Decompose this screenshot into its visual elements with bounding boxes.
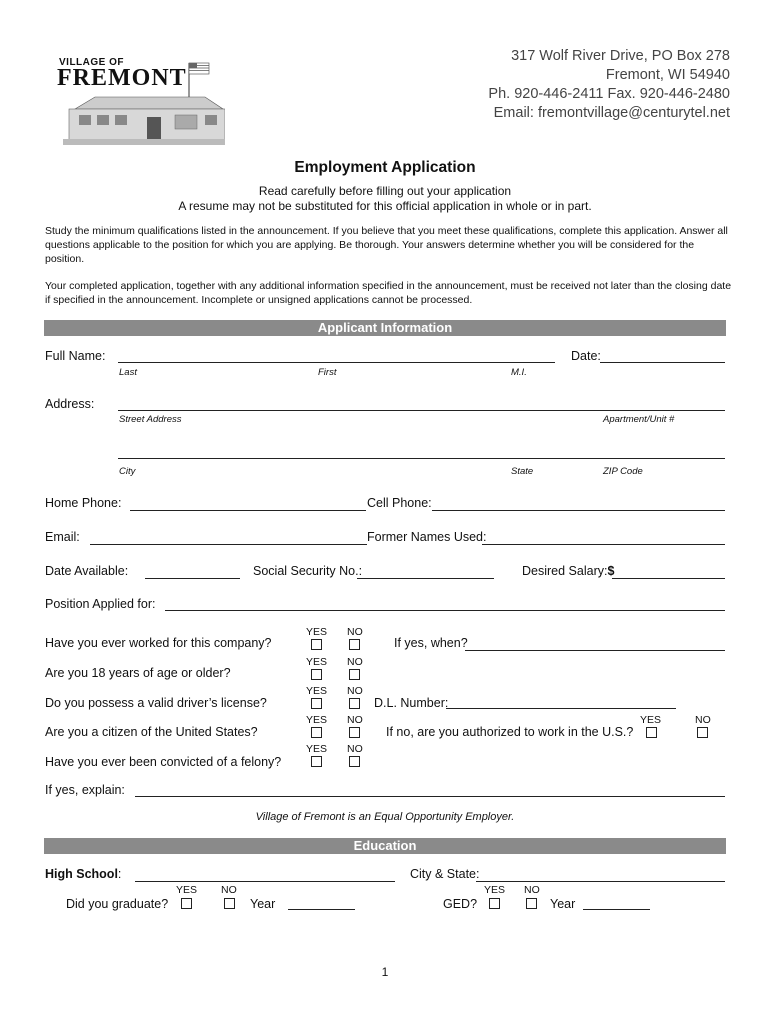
ged-year-label: Year xyxy=(550,897,576,911)
license-question: Do you possess a valid driver’s license? xyxy=(45,696,267,710)
license-no-label: NO xyxy=(347,685,363,697)
graduate-year-label: Year xyxy=(250,897,276,911)
subtitle-2: A resume may not be substituted for this official application in whole or in part. xyxy=(178,199,592,213)
full-name-field[interactable] xyxy=(118,362,555,363)
logo-line1: VILLAGE OF xyxy=(59,57,124,68)
citizen-no-label: NO xyxy=(347,714,363,726)
mi-caption: M.I. xyxy=(511,367,527,378)
authorized-yes-checkbox[interactable] xyxy=(646,727,657,738)
education-heading: Education xyxy=(44,838,726,854)
village-hall-illustration xyxy=(55,55,225,165)
age-question: Are you 18 years of age or older? xyxy=(45,666,231,680)
high-school-label xyxy=(45,867,121,881)
high-school-text: High School xyxy=(45,867,118,881)
age-no-label: NO xyxy=(347,656,363,668)
worked-question: Have you ever worked for this company? xyxy=(45,636,272,650)
address-street: 317 Wolf River Drive, PO Box 278 xyxy=(511,48,730,64)
graduate-question: Did you graduate? xyxy=(66,897,169,911)
cell-phone-field[interactable] xyxy=(432,510,725,511)
high-school-colon: : xyxy=(117,867,122,881)
felony-question: Have you ever been convicted of a felony? xyxy=(45,755,282,769)
license-no-checkbox[interactable] xyxy=(349,698,360,709)
address-city: Fremont, WI 54940 xyxy=(605,67,730,83)
ged-yes-label: YES xyxy=(484,884,506,896)
license-yes-label: YES xyxy=(306,685,328,697)
position-field[interactable] xyxy=(165,610,725,611)
if-yes-when-label: If yes, when? xyxy=(394,636,468,650)
if-yes-explain-label: If yes, explain: xyxy=(45,783,125,797)
zip-caption: ZIP Code xyxy=(603,466,643,477)
desired-salary-field[interactable] xyxy=(612,578,725,579)
first-caption: First xyxy=(318,367,337,378)
graduate-no-label: NO xyxy=(221,884,237,896)
citizen-yes-checkbox[interactable] xyxy=(311,727,322,738)
last-caption: Last xyxy=(119,367,137,378)
date-available-field[interactable] xyxy=(145,578,240,579)
full-name-label: Full Name: xyxy=(45,349,106,363)
logo-line2: FREMONT xyxy=(57,65,187,91)
ssn-label: Social Security No.: xyxy=(253,564,363,578)
address-label: Address: xyxy=(45,397,95,411)
page-number: 1 xyxy=(381,965,389,979)
village-address xyxy=(488,47,730,123)
desired-salary-text: Desired Salary: xyxy=(522,564,608,578)
former-names-label: Former Names Used: xyxy=(367,530,487,544)
equal-opportunity-statement: Village of Fremont is an Equal Opportunity Employer. xyxy=(255,811,515,823)
if-yes-when-field[interactable] xyxy=(465,650,725,651)
former-names-field[interactable] xyxy=(482,544,725,545)
citizen-no-checkbox[interactable] xyxy=(349,727,360,738)
high-school-field[interactable] xyxy=(135,881,395,882)
email-field[interactable] xyxy=(90,544,367,545)
home-phone-field[interactable] xyxy=(130,510,366,511)
felony-no-label: NO xyxy=(347,743,363,755)
ssn-field[interactable] xyxy=(357,578,494,579)
instructions-paragraph-1: Study the minimum qualifications listed in the announcement. If you believe that you meet these qualifications, complete this application. Answer all questions applicable to the position for which you are applying. Be thorough. Your answers determine whether you will be considered for the position. xyxy=(45,225,728,265)
dl-number-label: D.L. Number: xyxy=(374,696,449,710)
worked-yes-checkbox[interactable] xyxy=(311,639,322,650)
graduate-no-checkbox[interactable] xyxy=(224,898,235,909)
state-caption: State xyxy=(511,466,534,477)
felony-yes-label: YES xyxy=(306,743,328,755)
position-label: Position Applied for: xyxy=(45,597,156,611)
ged-year-field[interactable] xyxy=(583,909,650,910)
desired-salary-label xyxy=(522,564,614,578)
authorized-no-checkbox[interactable] xyxy=(697,727,708,738)
street-caption: Street Address xyxy=(119,414,182,425)
worked-yes-label: YES xyxy=(306,626,328,638)
citizen-yes-label: YES xyxy=(306,714,328,726)
age-yes-label: YES xyxy=(306,656,328,668)
graduate-yes-checkbox[interactable] xyxy=(181,898,192,909)
license-yes-checkbox[interactable] xyxy=(311,698,322,709)
graduate-yes-label: YES xyxy=(176,884,198,896)
village-logo xyxy=(55,55,225,165)
age-yes-checkbox[interactable] xyxy=(311,669,322,680)
cell-phone-label: Cell Phone: xyxy=(367,496,432,510)
address-phone: Ph. 920-446-2411 Fax. 920-446-2480 xyxy=(488,86,730,102)
home-phone-label: Home Phone: xyxy=(45,496,122,510)
graduate-year-field[interactable] xyxy=(288,909,355,910)
page-title: Employment Application xyxy=(294,159,476,176)
citizen-question: Are you a citizen of the United States? xyxy=(45,725,258,739)
explain-field[interactable] xyxy=(135,796,725,797)
worked-no-label: NO xyxy=(347,626,363,638)
date-field[interactable] xyxy=(600,362,725,363)
authorized-no-label: NO xyxy=(695,714,711,726)
instructions-paragraph-2: Your completed application, together with any additional information specified in the announcement, must be received not later than the closing date if specified in the announcement. Incomplete or unsigned applications cannot be processed. xyxy=(45,280,732,306)
address-email: Email: fremontvillage@centurytel.net xyxy=(493,105,730,121)
email-label: Email: xyxy=(45,530,80,544)
authorized-yes-label: YES xyxy=(640,714,662,726)
authorized-question: If no, are you authorized to work in the U.S.? xyxy=(386,725,634,739)
date-label: Date: xyxy=(571,349,601,363)
age-no-checkbox[interactable] xyxy=(349,669,360,680)
felony-yes-checkbox[interactable] xyxy=(311,756,322,767)
date-available-label: Date Available: xyxy=(45,564,129,578)
worked-no-checkbox[interactable] xyxy=(349,639,360,650)
street-address-field[interactable] xyxy=(118,410,725,411)
ged-question: GED? xyxy=(443,897,478,911)
ged-no-label: NO xyxy=(524,884,540,896)
apartment-caption: Apartment/Unit # xyxy=(603,414,675,425)
subtitle-1: Read carefully before filling out your application xyxy=(258,184,512,198)
ged-yes-checkbox[interactable] xyxy=(489,898,500,909)
dollar-sign: $ xyxy=(607,564,615,578)
ged-no-checkbox[interactable] xyxy=(526,898,537,909)
applicant-information-heading: Applicant Information xyxy=(44,320,726,336)
city-state-zip-field[interactable] xyxy=(118,458,725,459)
flag-icon xyxy=(189,63,209,74)
felony-no-checkbox[interactable] xyxy=(349,756,360,767)
city-state-label: City & State: xyxy=(410,867,480,881)
city-state-field[interactable] xyxy=(476,881,725,882)
city-caption: City xyxy=(119,466,136,477)
dl-number-field[interactable] xyxy=(446,708,676,709)
